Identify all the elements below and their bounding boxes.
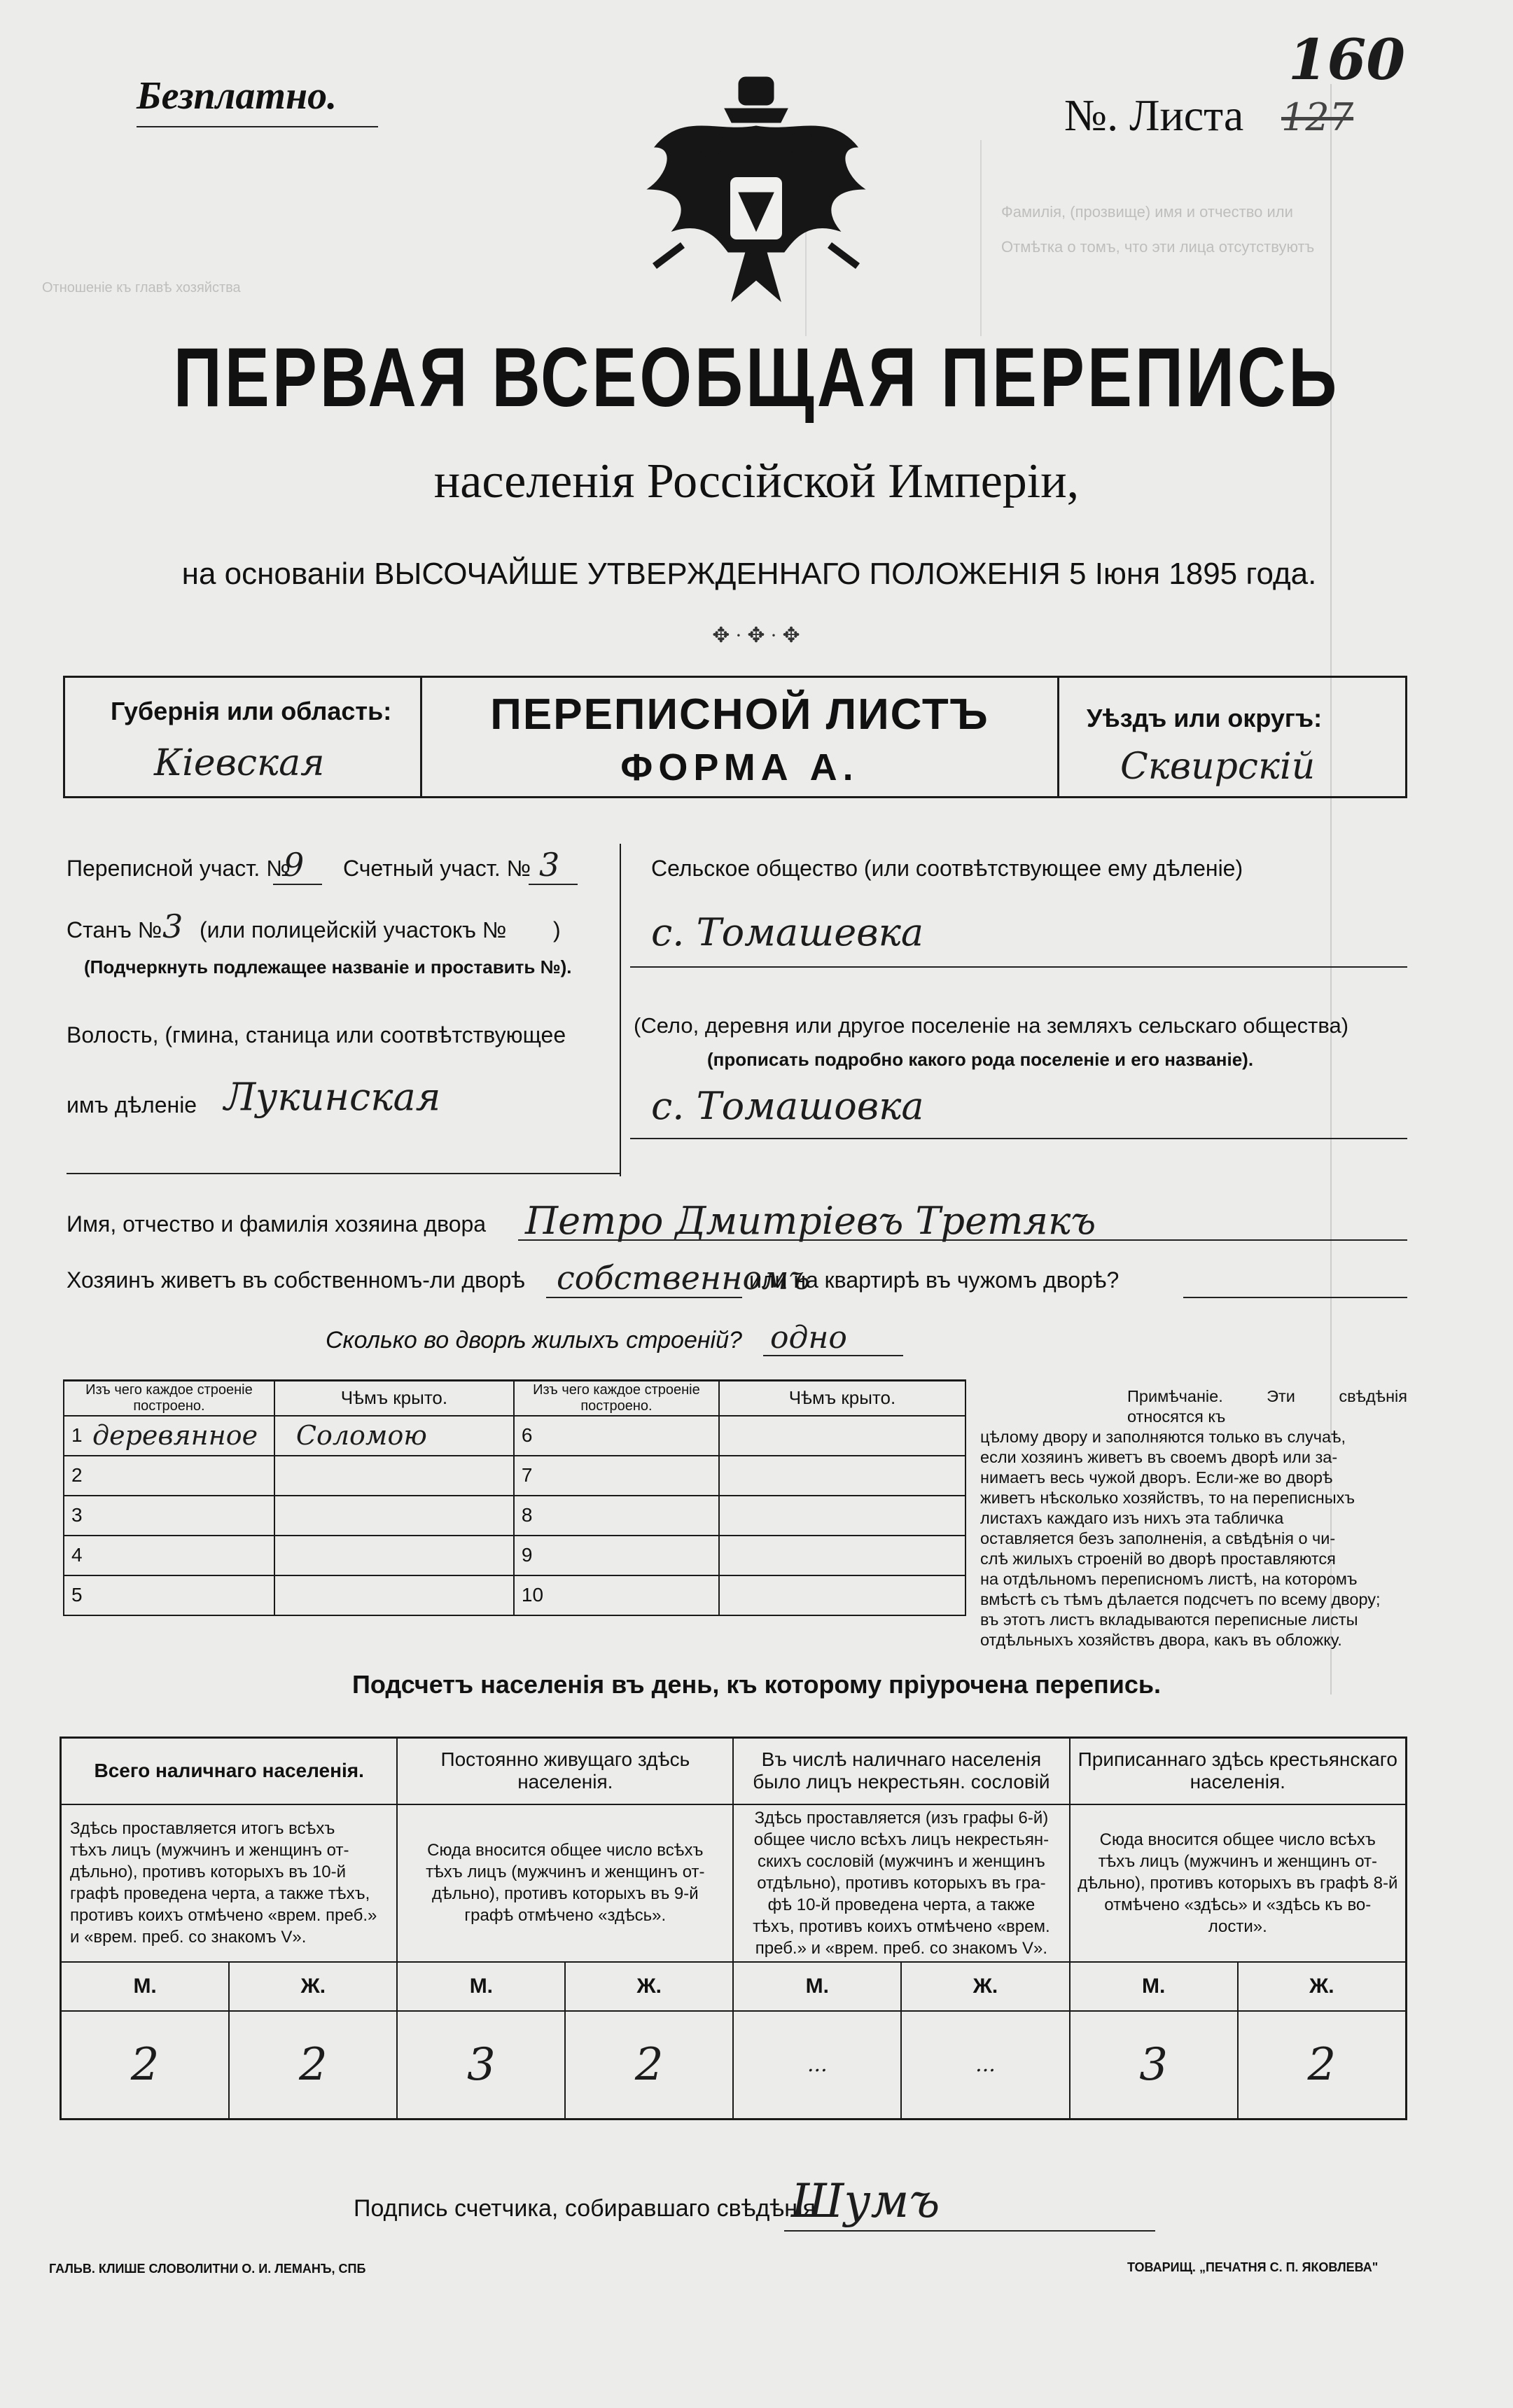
sheet-number-struck: 127: [1281, 95, 1354, 139]
subtitle: населенія Россійской Имперіи,: [433, 454, 1080, 508]
male-label: М.: [805, 1974, 829, 1998]
desc-line: лости».: [1208, 1916, 1267, 1936]
uezd-value: Сквирскій: [1120, 746, 1316, 788]
desc-line: отдѣльно), противъ которыхъ въ гра-: [757, 1873, 1046, 1893]
desc-line: тѣхъ, противъ коихъ отмѣчено «врем.: [753, 1916, 1050, 1936]
row-number: 7: [521, 1464, 533, 1486]
count-female-value: 2: [634, 2038, 664, 2091]
desc-line: отмѣчено «здѣсь» и «здѣсь къ во-: [1104, 1895, 1372, 1914]
settlement-label: (Село, деревня или другое поселеніе на земляхъ сельскаго общества): [634, 1013, 1349, 1038]
sex-label-row: [61, 1962, 1407, 2011]
row-number: 4: [71, 1544, 83, 1566]
box-left: [63, 676, 65, 798]
buildings-table: [63, 1379, 966, 1616]
buildings-label: Сколько во дворѣ жилыхъ строеній?: [326, 1327, 742, 1353]
society-value: с. Томашевка: [651, 910, 924, 954]
desc-line: тѣхъ лицъ (мужчинъ и женщинъ от-: [1098, 1851, 1378, 1871]
stan-alt-close: ): [553, 917, 561, 942]
col-material-header: Изъ чего каждое строеніе построено.: [533, 1382, 700, 1414]
society-label: Сельское общество (или соотвѣтствующее ему дѣленіе): [651, 856, 1243, 881]
female-label: Ж.: [1309, 1974, 1334, 1998]
note-line: отдѣльныхъ хозяйствъ двора, какъ въ обложку.: [980, 1631, 1342, 1649]
sheet-number-label: №. Листа: [1064, 90, 1244, 140]
row-number: 8: [521, 1504, 533, 1526]
owner-name-label: Имя, отчество и фамилія хозяина двора: [67, 1211, 487, 1237]
census-district-label: Переписной участ. №: [67, 856, 291, 881]
stan-value: 3: [162, 907, 183, 945]
table-row: [64, 1456, 965, 1496]
bleed-text: Отношеніе къ главѣ хозяйства: [42, 280, 241, 295]
desc-line: и «врем. преб. со знакомъ V».: [70, 1928, 307, 1947]
buildings-value: одно: [770, 1320, 847, 1356]
desc-line: Здѣсь проставляется итогъ всѣхъ: [70, 1819, 335, 1838]
note-line: Примѣчаніе. Эти свѣдѣнія относятся къ: [1127, 1387, 1407, 1426]
sheet-title: ПЕРЕПИСНОЙ ЛИСТЪ: [490, 690, 989, 739]
note-line: живетъ нѣсколько хозяйствъ, то на переписныхъ: [980, 1489, 1355, 1507]
settlement-note: (прописать подробно какого рода поселеніе и его названіе).: [707, 1049, 1254, 1070]
note-block: [980, 1386, 1407, 1650]
count-desc-row: [61, 1804, 1407, 1962]
desc-line: тѣхъ лицъ (мужчинъ и женщинъ от-: [426, 1863, 705, 1881]
settlement-value: с. Томашовка: [651, 1084, 924, 1128]
male-label: М.: [133, 1974, 157, 1998]
desc-line: скихъ сословій (мужчинъ и женщинъ: [758, 1851, 1045, 1871]
free-underline: [137, 126, 378, 127]
count-male-value: ...: [807, 2052, 828, 2078]
residence-value: собственномъ: [557, 1259, 811, 1297]
count-male-value: 3: [1139, 2038, 1169, 2091]
desc-line: преб.» и «врем. преб. со знакомъ V».: [755, 1938, 1048, 1958]
count-values-row: [61, 2011, 1407, 2120]
note-line: цѣлому двору и заполняются только въ случаѣ,: [980, 1428, 1346, 1446]
row-number: 3: [71, 1504, 83, 1526]
desc-line: графѣ проведена черта, а также тѣхъ,: [70, 1884, 370, 1903]
ornament: ✥ · ✥ · ✥: [712, 624, 800, 647]
count-col-header: Въ числѣ наличнаго населенія: [761, 1748, 1042, 1771]
table-row: [64, 1416, 965, 1456]
count-male-value: 3: [467, 2038, 496, 2091]
count-col-header: было лицъ некрестьян. сословій: [753, 1771, 1050, 1793]
residence-alt: или на квартирѣ въ чужомъ дворѣ?: [749, 1267, 1120, 1293]
sheet-number-handwritten: 160: [1288, 27, 1405, 92]
count-female-value: 2: [1307, 2038, 1337, 2091]
count-col-header: населенія.: [517, 1771, 613, 1793]
male-label: М.: [469, 1974, 494, 1998]
stan-label: Станъ №: [67, 917, 162, 942]
note-line: вмѣстѣ съ тѣмъ дѣлается подсчетъ по всему двору;: [980, 1590, 1381, 1608]
eagle-emblem-icon: [641, 70, 872, 322]
gubernia-value: Кіевская: [154, 742, 325, 784]
count-col-header: Постоянно живущаго здѣсь: [440, 1748, 690, 1771]
col-roof-header: Чѣмъ крыто.: [788, 1387, 896, 1409]
desc-line: дѣльно), противъ которыхъ въ графѣ 8-й: [1078, 1873, 1398, 1893]
note-line: оставляется безъ заполненія, а свѣдѣнія о чи-: [980, 1529, 1336, 1547]
row-number: 10: [521, 1584, 544, 1606]
count-female-value: ...: [975, 2052, 996, 2078]
box-right: [1405, 676, 1407, 798]
count-district-label: Счетный участ. №: [343, 856, 531, 881]
residence-alt-line: [1183, 1297, 1407, 1298]
stan-note: (Подчеркнуть подлежащее названіе и проставить №).: [84, 956, 572, 977]
bleed-line: [980, 140, 982, 336]
table-row: [64, 1536, 965, 1575]
box-divider: [1057, 676, 1059, 798]
volost-label-2: имъ дѣленіе: [67, 1092, 197, 1118]
note-line: если хозяинъ живетъ въ своемъ дворѣ или за-: [980, 1448, 1338, 1466]
note-line: въ этотъ листъ вкладываются переписные листы: [980, 1610, 1358, 1629]
footer-left: ГАЛЬВ. КЛИШЕ СЛОВОЛИТНИ О. И. ЛЕМАНЪ, СПБ: [49, 2262, 366, 2276]
male-label: М.: [1142, 1974, 1166, 1998]
count-district-line: [529, 884, 578, 885]
free-label: Безплатно.: [137, 74, 337, 118]
box-bottom: [63, 796, 1407, 798]
census-district-line: [273, 884, 322, 885]
volost-line: [67, 1173, 620, 1174]
desc-line: Сюда вносится общее число всѣхъ: [1099, 1830, 1376, 1849]
uezd-label: Уѣздъ или округъ:: [1087, 704, 1323, 732]
desc-line: дѣльно), противъ которыхъ въ 10-й: [70, 1863, 346, 1881]
note-line: на отдѣльномъ переписномъ листѣ, на которомъ: [980, 1570, 1358, 1588]
society-line: [630, 966, 1407, 968]
female-label: Ж.: [636, 1974, 662, 1998]
desc-line: тѣхъ лицъ (мужчинъ и женщинъ от-: [70, 1841, 349, 1860]
row-number: 5: [71, 1584, 83, 1606]
volost-value: Лукинская: [224, 1075, 441, 1119]
row-number: 9: [521, 1544, 533, 1566]
count-title: Подсчетъ населенія въ день, къ которому пріурочена перепись.: [352, 1670, 1161, 1699]
signature-line: [784, 2230, 1155, 2232]
desc-line: графѣ отмѣчено «здѣсь».: [464, 1906, 667, 1925]
roof-value: Соломою: [295, 1420, 427, 1451]
bleed-text: Отмѣтка о томъ, что эти лица отсутствуютъ: [1001, 238, 1315, 256]
count-female-value: 2: [298, 2038, 328, 2091]
census-district-value: 9: [284, 846, 305, 884]
legal-basis: на основаніи ВЫСОЧАЙШЕ УТВЕРЖДЕННАГО ПОЛОЖЕНІЯ 5 Іюня 1895 года.: [181, 557, 1317, 591]
table-row: [64, 1496, 965, 1536]
note-line: слѣ жилыхъ строеній во дворѣ проставляются: [980, 1550, 1336, 1568]
count-col-header: населенія.: [1190, 1771, 1285, 1793]
footer-right: ТОВАРИЩ. „ПЕЧАТНЯ С. П. ЯКОВЛЕВА": [1127, 2260, 1379, 2274]
count-table: [60, 1737, 1407, 2120]
material-value: деревянное: [92, 1420, 258, 1451]
row-number: 2: [71, 1464, 83, 1486]
col-material-header: Изъ чего каждое строеніе построено.: [85, 1382, 253, 1414]
desc-line: Сюда вносится общее число всѣхъ: [427, 1841, 704, 1860]
col-roof-header: Чѣмъ крыто.: [340, 1387, 448, 1409]
stan-alt: (или полицейскій участокъ №: [200, 917, 507, 942]
desc-line: дѣльно), противъ которыхъ въ 9-й: [432, 1884, 699, 1903]
table-row: [64, 1575, 965, 1615]
settlement-line: [630, 1138, 1407, 1139]
gubernia-label: Губернія или область:: [111, 697, 392, 725]
row-number: 1: [71, 1424, 83, 1446]
count-col-header: Всего наличнаго населенія.: [94, 1760, 364, 1782]
note-line: нимаетъ весь чужой дворъ. Если-же во дворѣ: [980, 1468, 1333, 1487]
count-header-row: [61, 1738, 1407, 1804]
desc-line: фѣ 10-й проведена черта, а также: [767, 1895, 1036, 1914]
fields-divider: [620, 844, 621, 1176]
signature-value: Шумъ: [791, 2174, 940, 2228]
residence-label: Хозяинъ живетъ въ собственномъ-ли дворѣ: [67, 1267, 525, 1293]
desc-line: Здѣсь проставляется (изъ графы 6-й): [754, 1808, 1049, 1828]
female-label: Ж.: [300, 1974, 326, 1998]
owner-name-value: Петро Дмитріевъ Третякъ: [525, 1199, 1096, 1243]
signature-label: Подпись счетчика, собиравшаго свѣдѣнія: [354, 2195, 816, 2222]
row-number: 6: [521, 1424, 533, 1446]
main-title: ПЕРВАЯ ВСЕОБЩАЯ ПЕРЕПИСЬ: [173, 330, 1340, 425]
desc-line: противъ коихъ отмѣчено «врем. преб.»: [70, 1906, 377, 1925]
form-label: ФОРМА А.: [620, 746, 859, 788]
count-district-value: 3: [539, 846, 560, 884]
buildings-line: [763, 1355, 903, 1356]
residence-line: [546, 1297, 742, 1298]
note-line: листахъ каждаго изъ нихъ эта табличка: [980, 1509, 1284, 1527]
female-label: Ж.: [972, 1974, 998, 1998]
count-male-value: 2: [130, 2038, 160, 2091]
desc-line: общее число всѣхъ лицъ некрестьян-: [753, 1830, 1050, 1849]
volost-label: Волость, (гмина, станица или соотвѣтствующее: [67, 1022, 566, 1048]
count-col-header: Приписаннаго здѣсь крестьянскаго: [1078, 1748, 1397, 1771]
bleed-text: Фамилія, (прозвище) имя и отчество или: [1001, 203, 1293, 221]
owner-name-line: [518, 1239, 1407, 1241]
